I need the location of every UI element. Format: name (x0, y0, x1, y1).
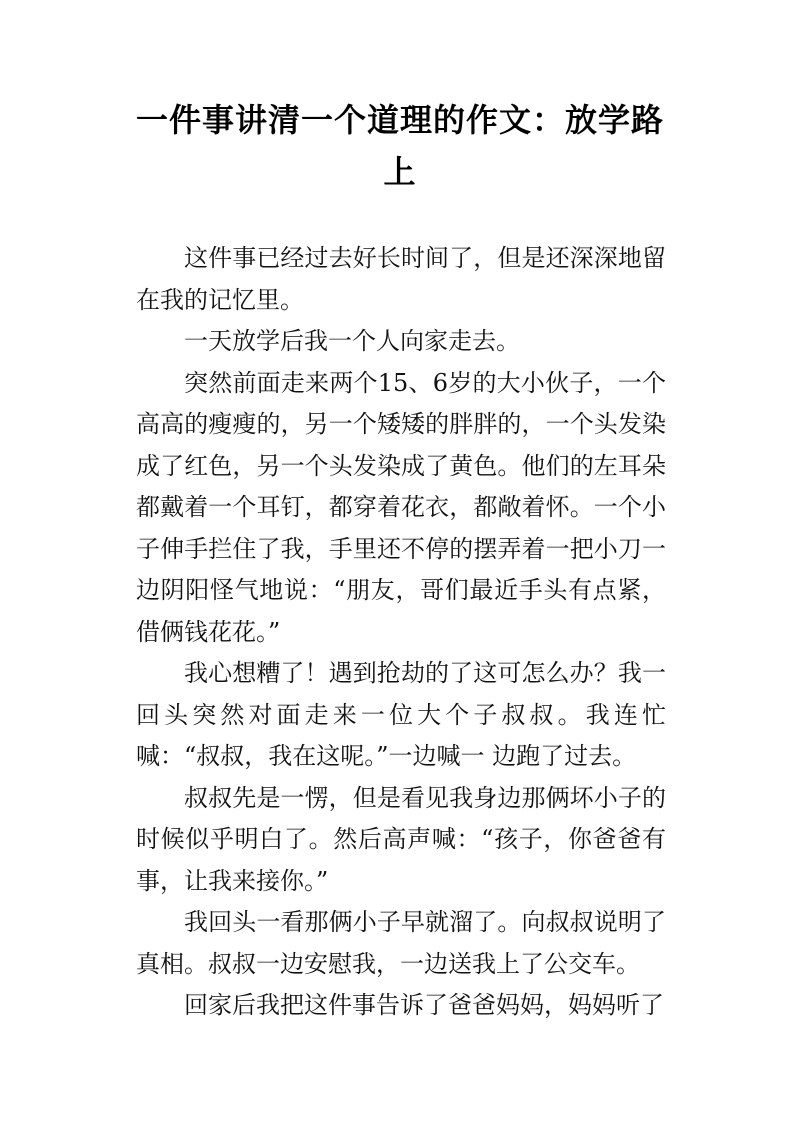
document-title: 一件事讲清一个道理的作文：放学路上 (135, 101, 664, 191)
paragraph: 这件事已经过去好长时间了，但是还深深地留在我的记忆里。 (136, 244, 666, 314)
paragraph: 我心想糟了！遇到抢劫的了这可怎么办？我一回头突然对面走来一位大个子叔叔。我连忙喊：“叔叔，我在这呢。”一边喊一 边跑了过去。 (136, 659, 666, 770)
paragraph: 一天放学后我一个人向家走去。 (184, 327, 520, 355)
document-body (136, 238, 666, 1027)
paragraph: 回家后我把这件事告诉了爸爸妈妈，妈妈听了 (184, 991, 664, 1019)
paragraph: 突然前面走来两个15、6岁的大小伙子，一个高高的瘦瘦的，另一个矮矮的胖胖的，一个头发染成了红色，另一个头发染成了黄色。他们的左耳朵都戴着一个耳钉，都穿着花衣，都敞着怀。一个小子伸手拦住了我，手里还不停的摆弄着一把小刀一边阴阳怪气地说：“朋友，哥们最近手头有点紧，借俩钱花花。” (136, 368, 666, 646)
paragraph: 叔叔先是一愣，但是看见我身边那俩坏小子的时候似乎明白了。然后高声喊：“孩子，你爸爸有事，让我来接你。” (136, 783, 666, 895)
paragraph: 我回头一看那俩小子早就溜了。向叔叔说明了真相。叔叔一边安慰我，一边送我上了公交车。 (136, 908, 666, 978)
